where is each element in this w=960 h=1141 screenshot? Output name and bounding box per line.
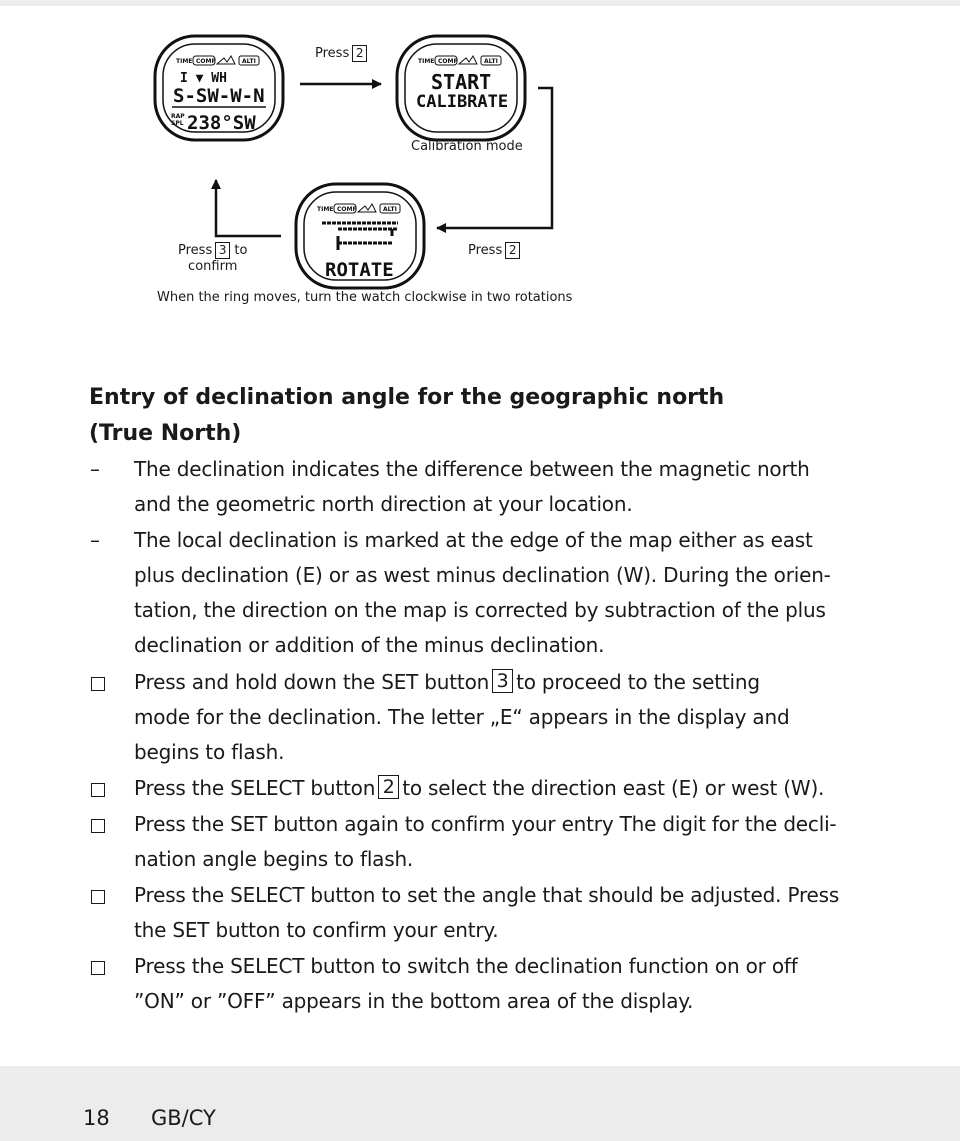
press-2-top-label: Press 2: [315, 45, 367, 62]
region-code: GB/CY: [151, 1106, 216, 1130]
list-item: Press and hold down the SET button 3 to proceed to the setting mode for the declination. The letter „E“ appears in the display and begins to flash.: [88, 665, 878, 770]
watch-face-rotate: [296, 184, 424, 288]
key-3-box: 3: [215, 242, 230, 259]
dash-marker: –: [90, 457, 100, 481]
diagram-caption: When the ring moves, turn the watch clockwise in two rotations: [157, 290, 573, 305]
set-button-key-3: 3: [492, 669, 513, 693]
watch1-rap-label: RAP: [171, 113, 185, 120]
watch3-comp-label: COMP: [337, 206, 357, 213]
press-2-right-label: Press 2: [468, 242, 520, 259]
section-heading: Entry of declination angle for the geographic north (True North): [89, 385, 725, 446]
list-item: Press the SELECT button to switch the declination function on or off ”ON” or ”OFF” appears in the bottom area of the display.: [88, 949, 878, 1019]
watch-face-compass: [155, 36, 283, 140]
watch1-row1: I ▼ WH: [180, 71, 227, 86]
watch2-row2: CALIBRATE: [416, 92, 509, 112]
calibration-diagram: [0, 0, 960, 320]
watch1-time-label: TIME: [176, 58, 193, 65]
watch3-time-label: TIME: [317, 206, 334, 213]
watch2-comp-label: COMP: [438, 58, 458, 65]
calibration-mode-label: Calibration mode: [411, 139, 523, 154]
list-item: – The declination indicates the difference between the magnetic north and the geometric north direction at your location.: [88, 452, 878, 522]
checkbox-icon: [91, 677, 105, 691]
page-footer: [0, 1066, 960, 1141]
arrow-to-compass: [216, 180, 281, 236]
checkbox-icon: [91, 961, 105, 975]
key-2-box: 2: [505, 242, 520, 259]
key-2-box: 2: [352, 45, 367, 62]
page-number: 18: [83, 1106, 110, 1130]
watch3-row: ROTATE: [325, 259, 394, 281]
watch1-spl-label: SPL: [171, 120, 184, 127]
checkbox-icon: [91, 890, 105, 904]
list-item: Press the SET button again to confirm your entry The digit for the decli- nation angle begins to flash.: [88, 807, 878, 877]
press-3-confirm-label: Press 3 to confirm: [178, 243, 248, 274]
watch1-comp-label: COMP: [196, 58, 216, 65]
watch3-alti-label: ALTI: [383, 206, 397, 213]
watch2-row1: START: [431, 70, 492, 94]
watch-face-start-calibrate: [397, 36, 525, 140]
list-item: Press the SELECT button 2 to select the direction east (E) or west (W).: [88, 771, 878, 806]
checkbox-icon: [91, 819, 105, 833]
dash-marker: –: [90, 528, 100, 552]
watch2-alti-label: ALTI: [484, 58, 498, 65]
watch1-row3: 238°SW: [187, 112, 256, 134]
watch1-row2: S-SW-W-N: [173, 85, 265, 107]
list-item: Press the SELECT button to set the angle that should be adjusted. Press the SET button to confirm your entry.: [88, 878, 878, 948]
list-item: – The local declination is marked at the edge of the map either as east plus declination (E) or as west minus declination (W). During the orien- tation, the direction on the map is corrected by subtraction of the plus declination or addition of the minus declination.: [88, 523, 878, 663]
watch1-alti-label: ALTI: [242, 58, 256, 65]
watch2-time-label: TIME: [418, 58, 435, 65]
select-button-key-2: 2: [378, 775, 399, 799]
checkbox-icon: [91, 783, 105, 797]
